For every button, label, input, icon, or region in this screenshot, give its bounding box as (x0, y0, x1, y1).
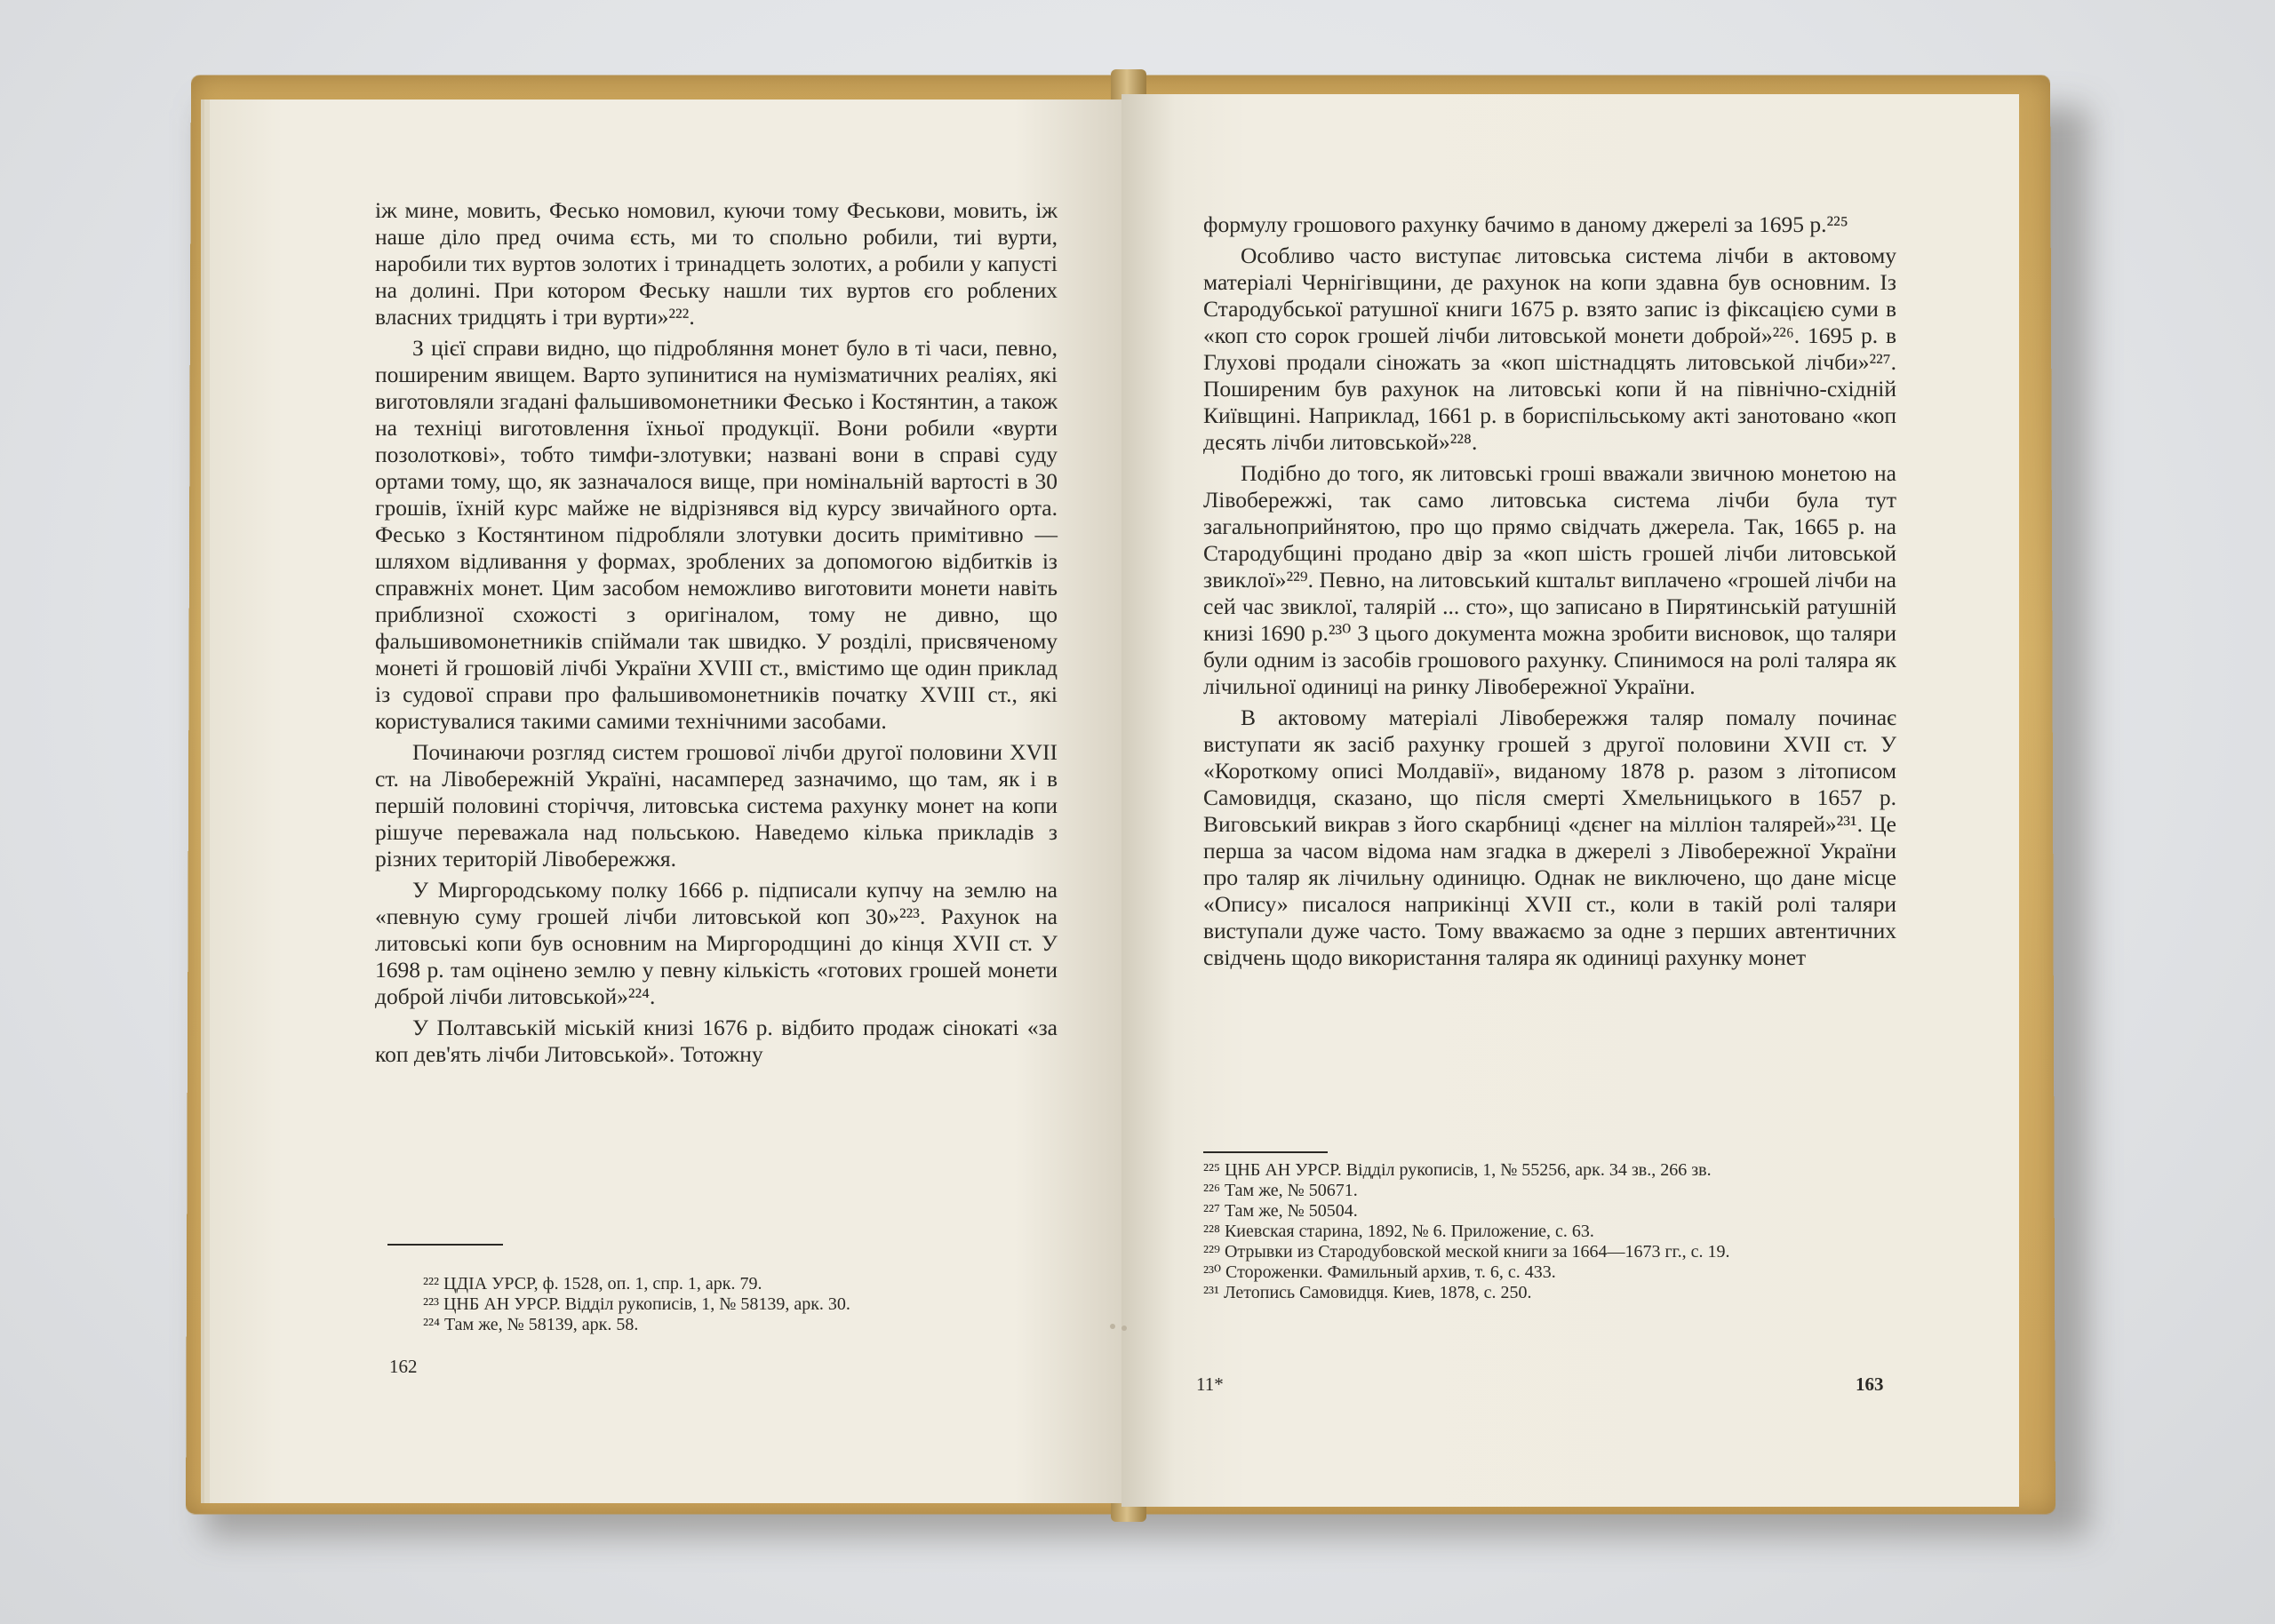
paragraph: іж мине, мовить, Фесько номовил, куючи тому Феськови, мовить, іж наше діло пред очима єсть, ми то спольно робили, тиі вурти, наробили тих вуртов золотих і тринадцеть золотих, а робили у капусті на долині. При котором Феську нашли тих вуртов єго роблених власних тридцять і три вурти»²²². (375, 197, 1058, 330)
footnote: ²³⁰ Стороженки. Фамильный архив, т. 6, с. 433. (1203, 1262, 1556, 1282)
paragraph: У Полтавській міській книзі 1676 р. відбито продаж сінокаті «за коп дев'ять лічби Литовськой». Тотожну (375, 1015, 1058, 1067)
paragraph: Починаючи розгляд систем грошової лічби другої половини XVII ст. на Лівобережній Україні, насамперед зазначимо, що там, як і в першій половині сторіччя, литовська система рахунку монет на копи рішуче переважала над польською. Наведемо кілька прикладів з різних територій Лівобережжя. (375, 739, 1058, 872)
footnote: ²²² ЦДІА УРСР, ф. 1528, оп. 1, спр. 1, арк. 79. (423, 1274, 762, 1294)
paragraph: У Миргородському полку 1666 р. підписали купчу на землю на «певную суму грошей лічби литовськой коп 30»²²³. Рахунок на литовські копи був основним на Миргородщині до кінця XVII ст. У 1698 р. там оцінено землю у певну кількість «готових грошей монети доброй лічби литовськой»²²⁴. (375, 877, 1058, 1009)
binding-hole (1110, 1324, 1115, 1329)
signature-mark: 11* (1196, 1373, 1224, 1395)
footnote: ²²⁵ ЦНБ АН УРСР. Відділ рукописів, 1, № 55256, арк. 34 зв., 266 зв. (1203, 1160, 1712, 1180)
right-footnotes (1203, 1160, 1896, 1303)
footnote: ²²⁴ Там же, № 58139, арк. 58. (423, 1315, 639, 1334)
right-page (1122, 94, 2019, 1507)
paragraph: Подібно до того, як литовські гроші вважали звичною монетою на Лівобережжі, так само литовська система лічби була тут загальноприйнятою, про що прямо свідчать джерела. Так, 1665 р. на Стародубщині продано двір за «коп шість грошей лічби литовськой звиклої»²²⁹. Певно, на литовський кштальт виплачено «грошей лічби на сей час звиклої, талярій ... сто», що записано в Пирятинській ратушній книзі 1690 р.²³⁰ З цього документа можна зробити висновок, що таляри були одним із засобів грошового рахунку. Спинимося на ролі таляра як лічильної одиниці на ринку Лівобережної України. (1203, 460, 1896, 699)
left-footnotes (423, 1274, 850, 1335)
footnote: ²³¹ Летопись Самовидця. Киев, 1878, с. 250. (1203, 1283, 1532, 1302)
footnote: ²²³ ЦНБ АН УРСР. Відділ рукописів, 1, № 58139, арк. 30. (423, 1294, 850, 1314)
paragraph: Особливо часто виступає литовська система лічби в актовому матеріалі Чернігівщини, де рахунок на копи здавна був основним. Із Стародубської ратушної книги 1675 р. взято запис із фіксацією суми в «коп сто сорок грошей лічби литовськой монети доброй»²²⁶. 1695 р. в Глухові продали сіножать за «коп шістнадцять литовськой лічби»²²⁷. Поширеним був рахунок на литовські копи й на північно-східній Київщині. Наприклад, 1661 р. в бориспільському акті занотовано «коп десять лічби литовськой»²²⁸. (1203, 243, 1896, 455)
right-page-body (1203, 211, 1896, 971)
left-page-body (375, 197, 1058, 1068)
paragraph: формулу грошового рахунку бачимо в даному джерелі за 1695 р.²²⁵ (1203, 211, 1848, 237)
page-number: 162 (389, 1356, 418, 1377)
binding-hole (1122, 1325, 1127, 1331)
paragraph: В актовому матеріалі Лівобережжя таляр помалу починає виступати як засіб рахунку грошей з другої половини XVII ст. У «Короткому описі Молдавії», виданому 1878 р. разом з літописом Самовидця, сказано, що після смерті Хмельницького в 1657 р. Виговський викрав з його скарбниці «дєнег на мілліон талярей»²³¹. Це перша за часом відома нам згадка в джерелі з Лівобережної України про таляр як лічильну одиницю. Однак не виключено, що дане місце «Опису» писалося наприкінці XVII ст., коли в такій ролі таляри виступали дуже часто. Тому вважаємо за одне з перших автентичних свідчень щодо використання таляра як одиниці рахунку монет (1203, 705, 1896, 970)
footnote: ²²⁷ Там же, № 50504. (1203, 1201, 1358, 1221)
footnote-rule (1203, 1151, 1328, 1153)
left-page (210, 100, 1125, 1503)
footnote: ²²⁹ Отрывки из Стародубовской меской книги за 1664—1673 гг., с. 19. (1203, 1242, 1730, 1262)
footnote-rule (387, 1244, 503, 1246)
footnote: ²²⁶ Там же, № 50671. (1203, 1181, 1358, 1200)
page-number: 163 (1856, 1373, 1884, 1395)
footnote: ²²⁸ Киевская старина, 1892, № 6. Приложение, с. 63. (1203, 1222, 1594, 1241)
paragraph: З цієї справи видно, що підробляння монет було в ті часи, певно, поширеним явищем. Варто зупинитися на нумізматичних реаліях, які виготовляли згадані фальшивомонетники Фесько і Костянтин, а також на техніці виготовлення їхньої продукції. Вони робили «вурти позолоткові», тобто тимфи-злотувки; названі вони в справі суду ортами тому, що, як зазначалося вище, при номінальній вартості в 30 грошів, їхній курс майже не відрізнявся від курсу звичайного орта. Фесько з Костянтином підробляли злотувки досить примітивно — шляхом відливання у формах, зроблених за допомогою відбитків із справжніх монет. Цим засобом неможливо виготовити монети навіть приблизної схожості з оригіналом, тому не дивно, що фальшивомонетників спіймали так швидко. У розділі, присвяченому монеті й грошовій лічбі України XVIII ст., вмістимо ще один приклад із судової справи про фальшивомонетників початку XVIII ст., які користувалися такими самими технічними засобами. (375, 335, 1058, 734)
